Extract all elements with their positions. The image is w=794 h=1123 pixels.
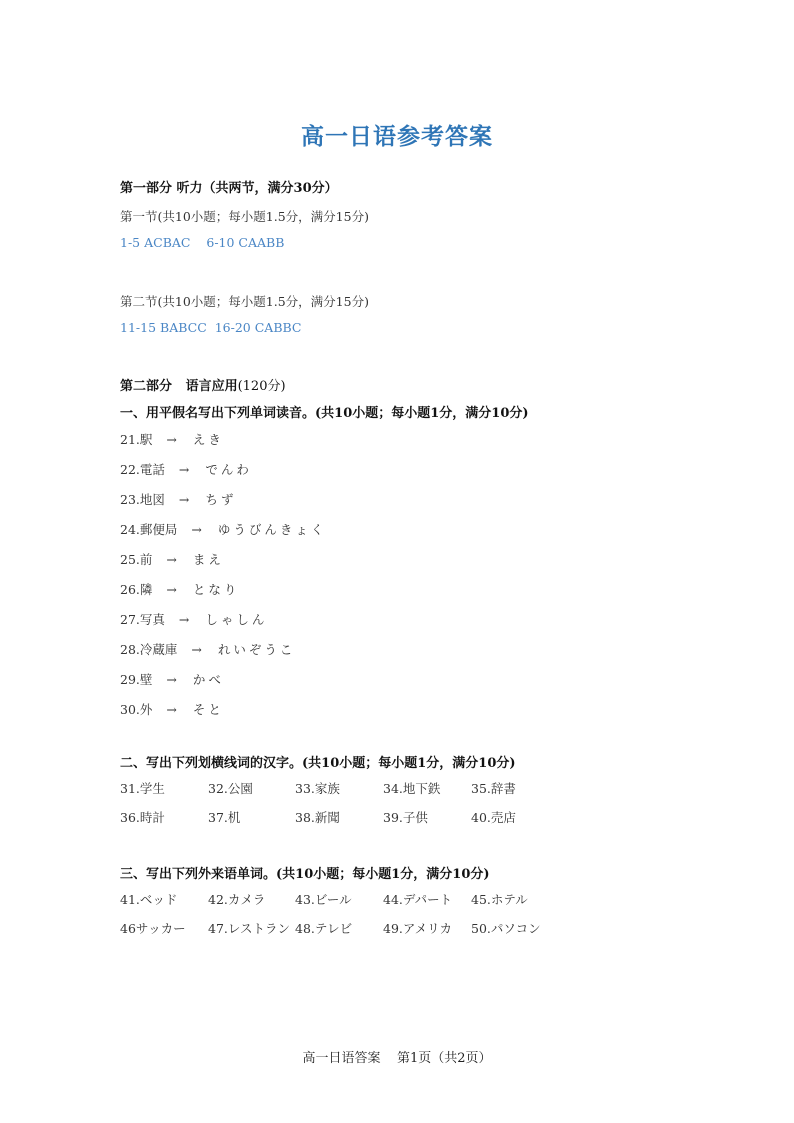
- q1-item: [120, 580, 239, 598]
- arrow-icon: →: [166, 582, 177, 597]
- q2-heading: 二、写出下列划横线词的汉字。(共10小题；每小题1分，满分10分): [120, 756, 516, 771]
- q2-grid-cell: 33.家族: [295, 781, 340, 796]
- q1-item-reading: かべ: [192, 672, 224, 687]
- q2-grid-cell: 38.新聞: [295, 810, 340, 825]
- q3-grid-cell: 44.デパート: [383, 892, 453, 907]
- q2-grid-cell: 32.公園: [208, 781, 253, 796]
- q1-item: [120, 520, 326, 538]
- q1-item-word: 30.外: [120, 702, 153, 717]
- q1-item-reading: ゆうびんきょく: [217, 522, 327, 537]
- q2-grid-row: [120, 779, 600, 797]
- arrow-icon: →: [166, 702, 177, 717]
- q1-item: [120, 670, 224, 688]
- q1-item: [120, 640, 295, 658]
- q1-item-reading: でんわ: [205, 462, 252, 477]
- q1-item: [120, 700, 224, 718]
- q2-grid-cell: 39.子供: [383, 810, 428, 825]
- part2-heading: [120, 375, 286, 394]
- section1-label: 第一节(共10小题；每小题1.5分，满分15分): [120, 209, 369, 224]
- part1-heading: 第一部分 听力（共两节，满分30分）: [120, 181, 338, 196]
- q3-grid-cell: 49.アメリカ: [383, 921, 453, 936]
- page-footer: 高一日语答案 第1页（共2页）: [302, 1051, 492, 1066]
- q1-item: [120, 430, 224, 448]
- q2-grid-cell: 36.時計: [120, 810, 165, 825]
- page-title: 高一日语参考答案: [301, 123, 493, 150]
- q1-heading: 一、用平假名写出下列单词读音。(共10小题；每小题1分，满分10分): [120, 406, 529, 421]
- section2-label: 第二节(共10小题；每小题1.5分，满分15分): [120, 294, 369, 309]
- arrow-icon: →: [191, 522, 202, 537]
- arrow-icon: →: [166, 552, 177, 567]
- section1-answers: 1-5 ACBAC 6-10 CAABB: [120, 235, 285, 250]
- q1-item-reading: となり: [192, 582, 240, 597]
- part2-heading-score: (120分): [237, 379, 286, 394]
- q1-item-word: 29.壁: [120, 672, 153, 687]
- q1-item-word: 21.駅: [120, 432, 153, 447]
- q1-item: [120, 610, 267, 628]
- q1-item-word: 23.地図: [120, 492, 165, 507]
- q1-item: [120, 550, 224, 568]
- q3-grid-row: [120, 919, 600, 937]
- q1-item-reading: ちず: [205, 492, 237, 507]
- arrow-icon: →: [178, 492, 190, 507]
- q3-grid-row: [120, 890, 600, 908]
- q2-grid-cell: 34.地下鉄: [383, 781, 441, 796]
- q3-grid-cell: 48.テレビ: [295, 921, 353, 936]
- q3-grid-cell: 45.ホテル: [471, 892, 528, 907]
- arrow-icon: →: [178, 462, 190, 477]
- q2-grid-cell: 31.学生: [120, 781, 165, 796]
- q1-item-reading: そと: [192, 702, 224, 717]
- q3-grid-cell: 47.レストラン: [208, 921, 291, 936]
- q3-grid-cell: 43.ビール: [295, 892, 352, 907]
- q1-item: [120, 490, 236, 508]
- q2-grid-cell: 40.売店: [471, 810, 516, 825]
- q1-item: [120, 460, 252, 478]
- arrow-icon: →: [178, 612, 190, 627]
- q1-item-word: 24.郵便局: [120, 522, 178, 537]
- q1-item-reading: しゃしん: [205, 612, 268, 627]
- q1-item-word: 22.電話: [120, 462, 165, 477]
- q1-item-reading: えき: [192, 432, 224, 447]
- arrow-icon: →: [191, 642, 202, 657]
- q3-grid-cell: 46サッカー: [120, 921, 186, 936]
- part2-heading-title: 第二部分 语言应用: [120, 379, 238, 394]
- arrow-icon: →: [166, 672, 177, 687]
- q1-item-word: 26.隣: [120, 582, 153, 597]
- q2-grid-cell: 35.辞書: [471, 781, 516, 796]
- q2-grid-cell: 37.机: [208, 810, 241, 825]
- arrow-icon: →: [166, 432, 177, 447]
- q1-item-word: 25.前: [120, 552, 153, 567]
- q3-grid-cell: 50.パソコン: [471, 921, 541, 936]
- q3-grid-cell: 41.ベッド: [120, 892, 178, 907]
- q2-grid-row: [120, 808, 600, 826]
- q3-heading: 三、写出下列外来语单词。(共10小题；每小题1分，满分10分): [120, 867, 490, 882]
- q1-item-reading: れいぞうこ: [217, 642, 296, 657]
- q3-grid-cell: 42.カメラ: [208, 892, 266, 907]
- q1-item-reading: まえ: [192, 552, 224, 567]
- q1-item-word: 27.写真: [120, 612, 165, 627]
- q1-item-word: 28.冷蔵庫: [120, 642, 178, 657]
- section2-answers: 11-15 BABCC 16-20 CABBC: [120, 320, 302, 335]
